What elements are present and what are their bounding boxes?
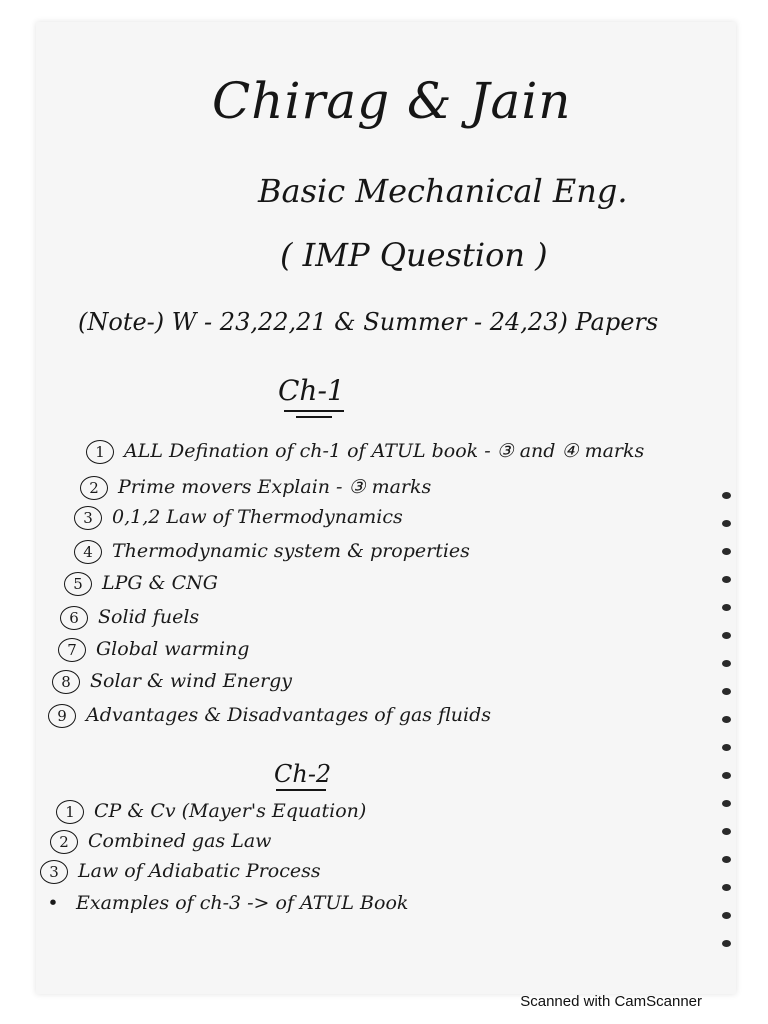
item-number: 9 xyxy=(48,704,76,728)
spiral-hole xyxy=(722,548,731,555)
item-number: 1 xyxy=(56,800,84,824)
chapter-1-heading: Ch-1 xyxy=(278,374,345,407)
spiral-hole xyxy=(722,604,731,611)
imp-question-heading: ( IMP Question ) xyxy=(280,236,548,274)
chapter-1-underline xyxy=(284,410,344,412)
spiral-hole xyxy=(722,856,731,863)
chapter-2-heading: Ch-2 xyxy=(274,760,332,788)
list-item xyxy=(74,506,403,530)
item-text: Law of Adiabatic Process xyxy=(78,860,321,882)
list-item xyxy=(80,476,431,500)
list-item xyxy=(64,572,218,596)
item-text: Prime movers Explain - ③ marks xyxy=(118,476,432,498)
spiral-hole xyxy=(722,884,731,891)
list-item xyxy=(50,830,271,854)
list-item xyxy=(58,638,249,662)
spiral-hole xyxy=(722,716,731,723)
item-number: 7 xyxy=(58,638,86,662)
spiral-hole xyxy=(722,828,731,835)
item-text: ALL Defination of ch-1 of ATUL book - ③ and ④ marks xyxy=(124,440,645,462)
item-text: LPG & CNG xyxy=(102,572,218,594)
spiral-hole xyxy=(722,492,731,499)
list-item xyxy=(52,670,292,694)
item-number: 3 xyxy=(40,860,68,884)
spiral-hole xyxy=(722,520,731,527)
item-bullet: • xyxy=(47,892,59,914)
spiral-hole xyxy=(722,632,731,639)
item-number: 8 xyxy=(52,670,80,694)
item-number: 2 xyxy=(80,476,108,500)
item-number: 2 xyxy=(50,830,78,854)
list-item xyxy=(40,860,321,884)
list-item xyxy=(74,540,470,564)
list-item xyxy=(48,704,491,728)
item-number: 4 xyxy=(74,540,102,564)
spiral-hole xyxy=(722,912,731,919)
spiral-hole xyxy=(722,772,731,779)
list-item xyxy=(60,606,199,630)
scanner-watermark: Scanned with CamScanner xyxy=(520,993,702,1010)
item-text: Solid fuels xyxy=(98,606,200,628)
list-item xyxy=(56,800,366,824)
chapter-1-underline-2 xyxy=(296,416,332,418)
item-number: 5 xyxy=(64,572,92,596)
spiral-hole xyxy=(722,800,731,807)
list-item xyxy=(86,440,644,464)
item-number: 6 xyxy=(60,606,88,630)
spiral-hole xyxy=(722,940,731,947)
item-text: Combined gas Law xyxy=(88,830,272,852)
spiral-hole xyxy=(722,576,731,583)
item-text: Thermodynamic system & properties xyxy=(112,540,470,562)
spiral-hole xyxy=(722,688,731,695)
subject-title: Basic Mechanical Eng. xyxy=(258,172,628,210)
item-number: 3 xyxy=(74,506,102,530)
item-text: Advantages & Disadvantages of gas fluids xyxy=(86,704,491,726)
item-text: Solar & wind Energy xyxy=(90,670,293,692)
item-text: 0,1,2 Law of Thermodynamics xyxy=(112,506,403,528)
item-number: 1 xyxy=(86,440,114,464)
spiral-hole xyxy=(722,744,731,751)
chapter-2-underline xyxy=(276,789,326,791)
item-text: CP & Cv (Mayer's Equation) xyxy=(94,800,367,822)
spiral-hole xyxy=(722,660,731,667)
item-text: Examples of ch-3 -> of ATUL Book xyxy=(76,892,409,914)
list-item xyxy=(40,892,408,914)
page-title: Chirag & Jain xyxy=(212,72,572,130)
item-text: Global warming xyxy=(96,638,250,660)
papers-note: (Note-) W - 23,22,21 & Summer - 24,23) Papers xyxy=(78,308,659,336)
